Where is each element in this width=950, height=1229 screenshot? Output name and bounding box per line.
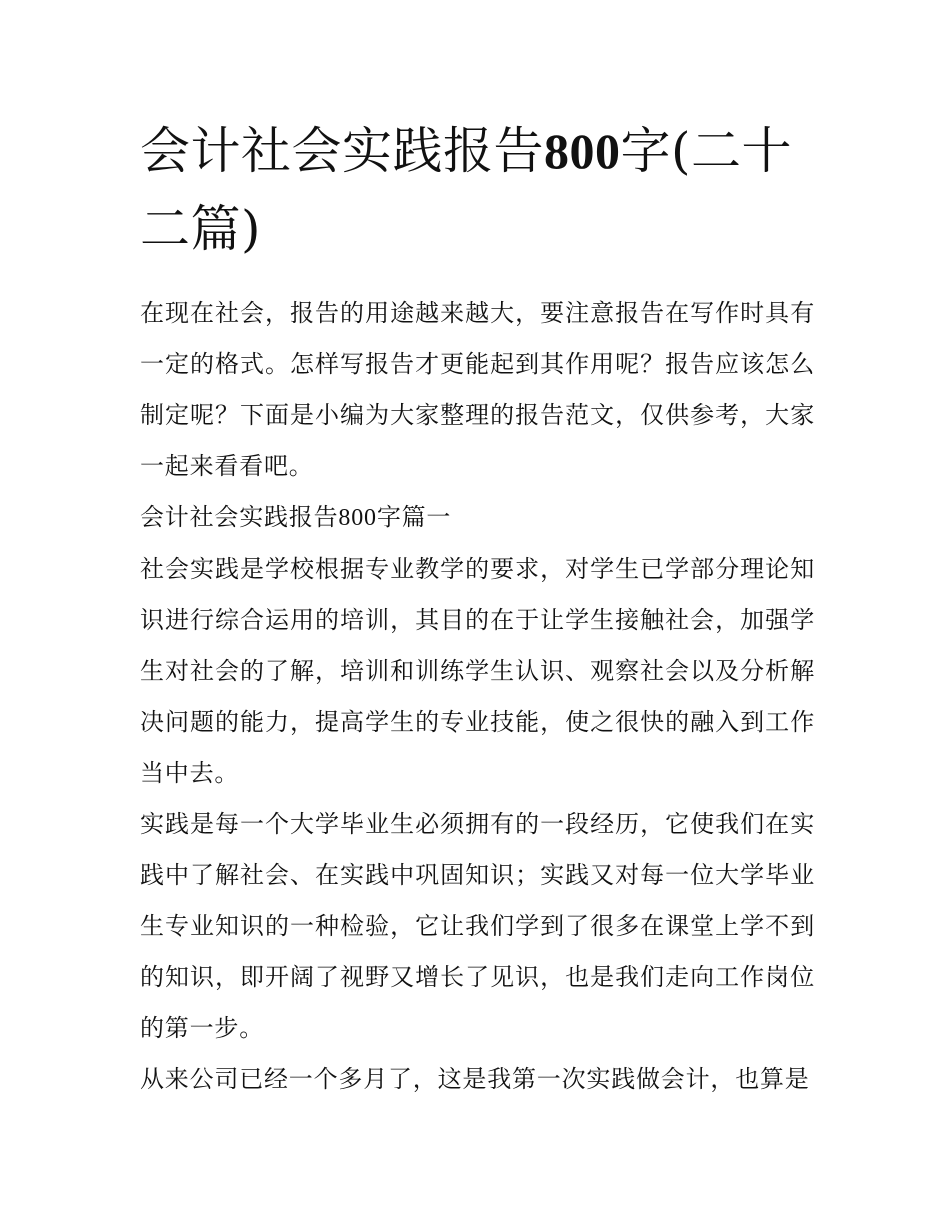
number-text: 800 (544, 123, 621, 179)
number-text: 800 (338, 505, 377, 531)
document-page (140, 112, 815, 1105)
intro-paragraph: 在现在社会，报告的用途越来越大，要注意报告在写作时具有一定的格式。怎样写报告才更能起到其作用呢？报告应该怎么制定呢？下面是小编为大家整理的报告范文，仅供参考，大家一起来看看吧。 (140, 299, 815, 480)
section-heading: 会计社会实践报告800字篇一 (140, 503, 452, 531)
body-paragraph-1: 社会实践是学校根据专业教学的要求，对学生已学部分理论知识进行综合运用的培训，其目的在于让学生接触社会，加强学生对社会的了解，培训和训练学生认识、观察社会以及分析解决问题的能力，提高学生的专业技能，使之很快的融入到工作当中去。 (140, 555, 815, 787)
body-paragraph-2: 实践是每一个大学毕业生必须拥有的一段经历，它使我们在实践中了解社会、在实践中巩固知识；实践又对每一位大学毕业生专业知识的一种检验，它让我们学到了很多在课堂上学不到的知识，即开阔了视野又增长了见识，也是我们走向工作岗位的第一步。 (140, 810, 815, 1042)
body-paragraph-3: 从来公司已经一个多月了，这是我第一次实践做会计，也算是 (140, 1065, 810, 1093)
document-title: 会计社会实践报告800字(二十二篇) (140, 122, 793, 258)
